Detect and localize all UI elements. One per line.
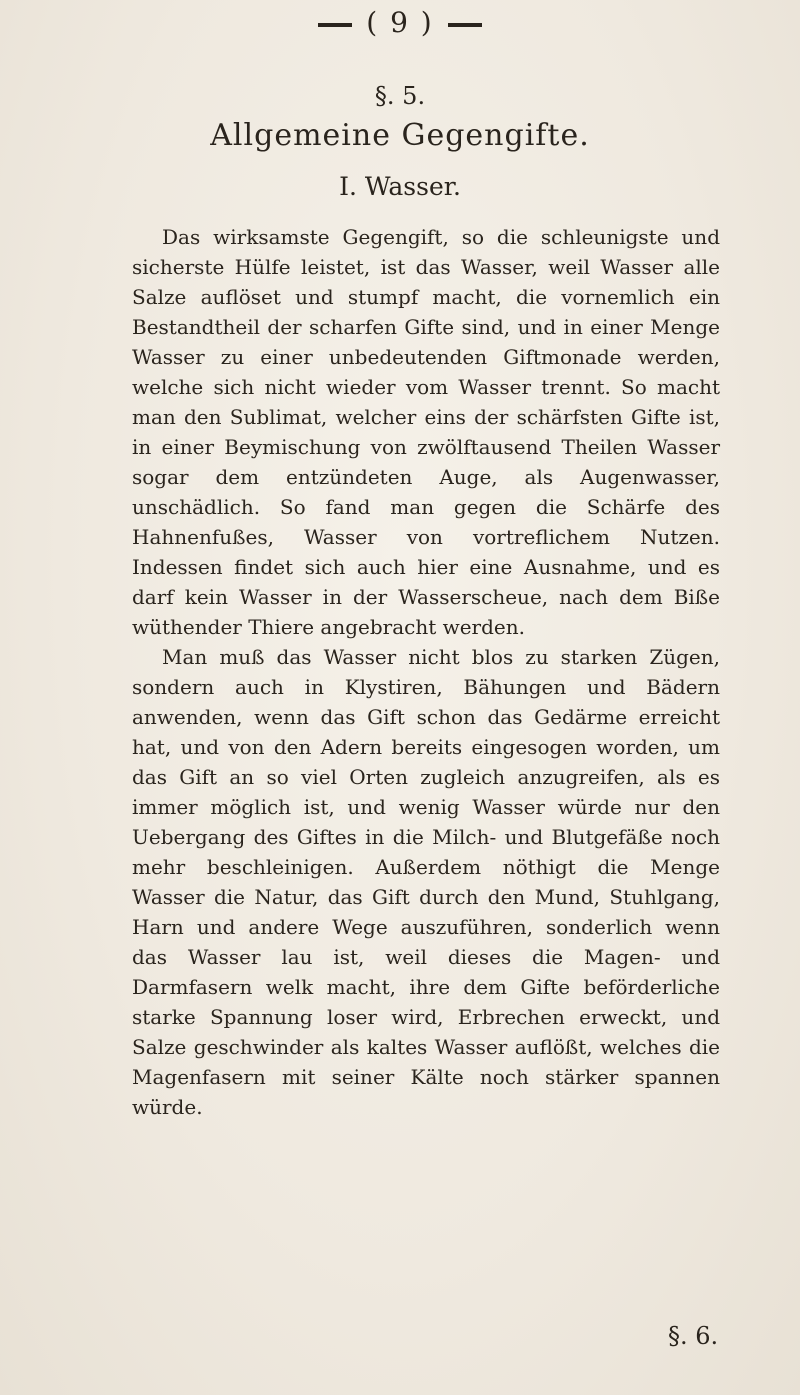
right-rule: [448, 23, 482, 27]
left-rule: [318, 23, 352, 27]
paragraph: Man muß das Wasser nicht blos zu starken Zügen, sondern auch in Klystiren, Bähungen und Bädern anwenden, wenn das Gift schon das Gedärme erreicht hat, und von den Adern bereits eingesogen worden, um das Gift an so viel Orten zugleich anzugreifen, als es immer möglich ist, und wenig Wasser würde nur den Uebergang des Giftes in die Milch- und Blutgefäße noch mehr beschleinigen. Außerdem nöthigt die Menge Wasser die Natur, das Gift durch den Mund, Stuhlgang, Harn und andere Wege auszuführen, sonderlich wenn das Wasser lau ist, weil dieses die Magen- und Darmfasern welk macht, ihre dem Gifte beförderliche starke Spannung loser wird, Erbrechen erweckt, und Salze geschwinder als kaltes Wasser auflößt, welches die Magenfasern mit seiner Kälte noch stärker spannen würde.: [132, 645, 720, 1119]
section-number: §. 5.: [374, 82, 426, 110]
section-title: Allgemeine Gegengifte.: [210, 118, 590, 153]
catchword: §. 6.: [668, 1322, 719, 1350]
page-number: [0, 6, 800, 39]
paragraph: Das wirksamste Gegengift, so die schleunigste und sicherste Hülfe leistet, ist das Wasser, weil Wasser alle Salze auflöset und stumpf macht, die vornemlich ein Bestandtheil der scharfen Gifte sind, und in einer Menge Wasser zu einer unbedeutenden Giftmonade werden, welche sich nicht wieder vom Wasser trennt. So macht man den Sublimat, welcher eins der schärfsten Gifte ist, in einer Beymischung von zwölftausend Theilen Wasser sogar dem entzündeten Auge, als Augenwasser, unschädlich. So fand man gegen die Schärfe des Hahnenfußes, Wasser von vortreflichem Nutzen. Indessen findet sich auch hier eine Ausnahme, und es darf kein Wasser in der Wasserscheue, nach dem Biße wüthender Thiere angebracht werden.: [132, 225, 720, 639]
body-text: [132, 222, 720, 1122]
page-number-label: ( 9 ): [366, 6, 434, 39]
subsection-title: I. Wasser.: [339, 172, 461, 201]
